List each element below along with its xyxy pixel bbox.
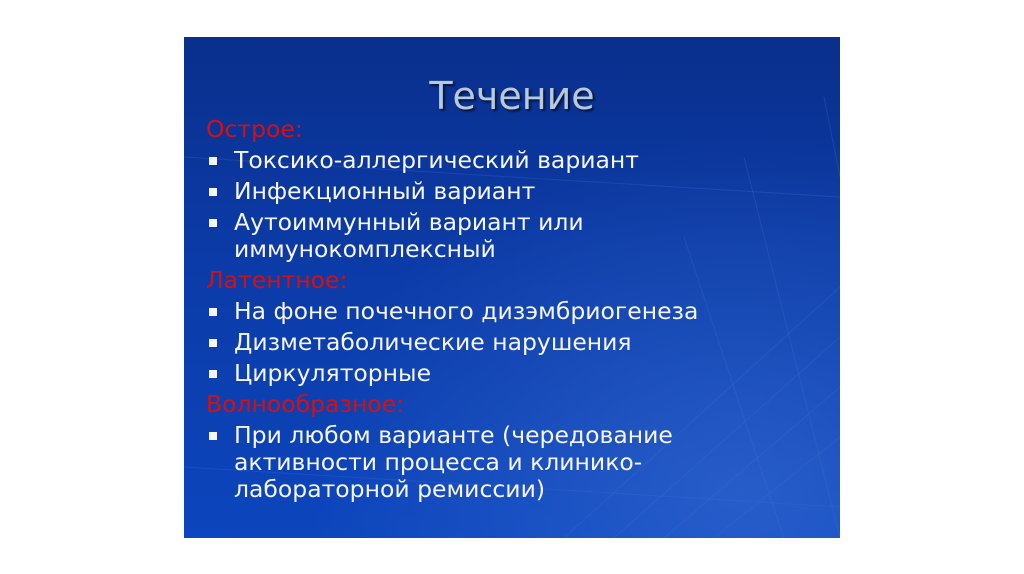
square-bullet-icon — [209, 370, 217, 378]
list-item-text: При любом варианте (чередование — [234, 421, 673, 449]
square-bullet-icon — [209, 308, 217, 316]
list-item-text: Инфекционный вариант — [234, 177, 536, 205]
square-bullet-icon — [209, 432, 217, 440]
square-bullet-icon — [209, 157, 217, 165]
square-bullet-icon — [209, 339, 217, 347]
section-heading-latent: Латентное: — [206, 266, 348, 294]
square-bullet-icon — [209, 188, 217, 196]
list-item-text: Токсико-аллергический вариант — [234, 146, 639, 174]
list-item-text-continued: иммунокомплексный — [234, 235, 496, 263]
list-item — [206, 358, 826, 389]
list-item — [206, 296, 826, 327]
list-item-text-continued: активности процесса и клинико- — [234, 448, 643, 476]
list-item-text: На фоне почечного дизэмбриогенеза — [234, 297, 699, 325]
list-item — [206, 207, 826, 265]
list-item-text: Дизметаболические нарушения — [234, 328, 632, 356]
slide-title: Течение — [429, 74, 595, 118]
list-item — [206, 176, 826, 207]
list-item — [206, 327, 826, 358]
list-item — [206, 420, 826, 505]
section-heading-undulating: Волнообразное: — [206, 390, 405, 418]
presentation-slide — [184, 37, 840, 538]
list-item-text: Циркуляторные — [234, 359, 432, 387]
section-heading-acute: Острое: — [206, 115, 303, 143]
list-item-text: Аутоиммунный вариант или — [234, 208, 584, 236]
list-item — [206, 145, 826, 176]
list-item-text-continued: лабораторной ремиссии) — [234, 475, 546, 503]
slide-content — [206, 114, 826, 505]
square-bullet-icon — [209, 219, 217, 227]
